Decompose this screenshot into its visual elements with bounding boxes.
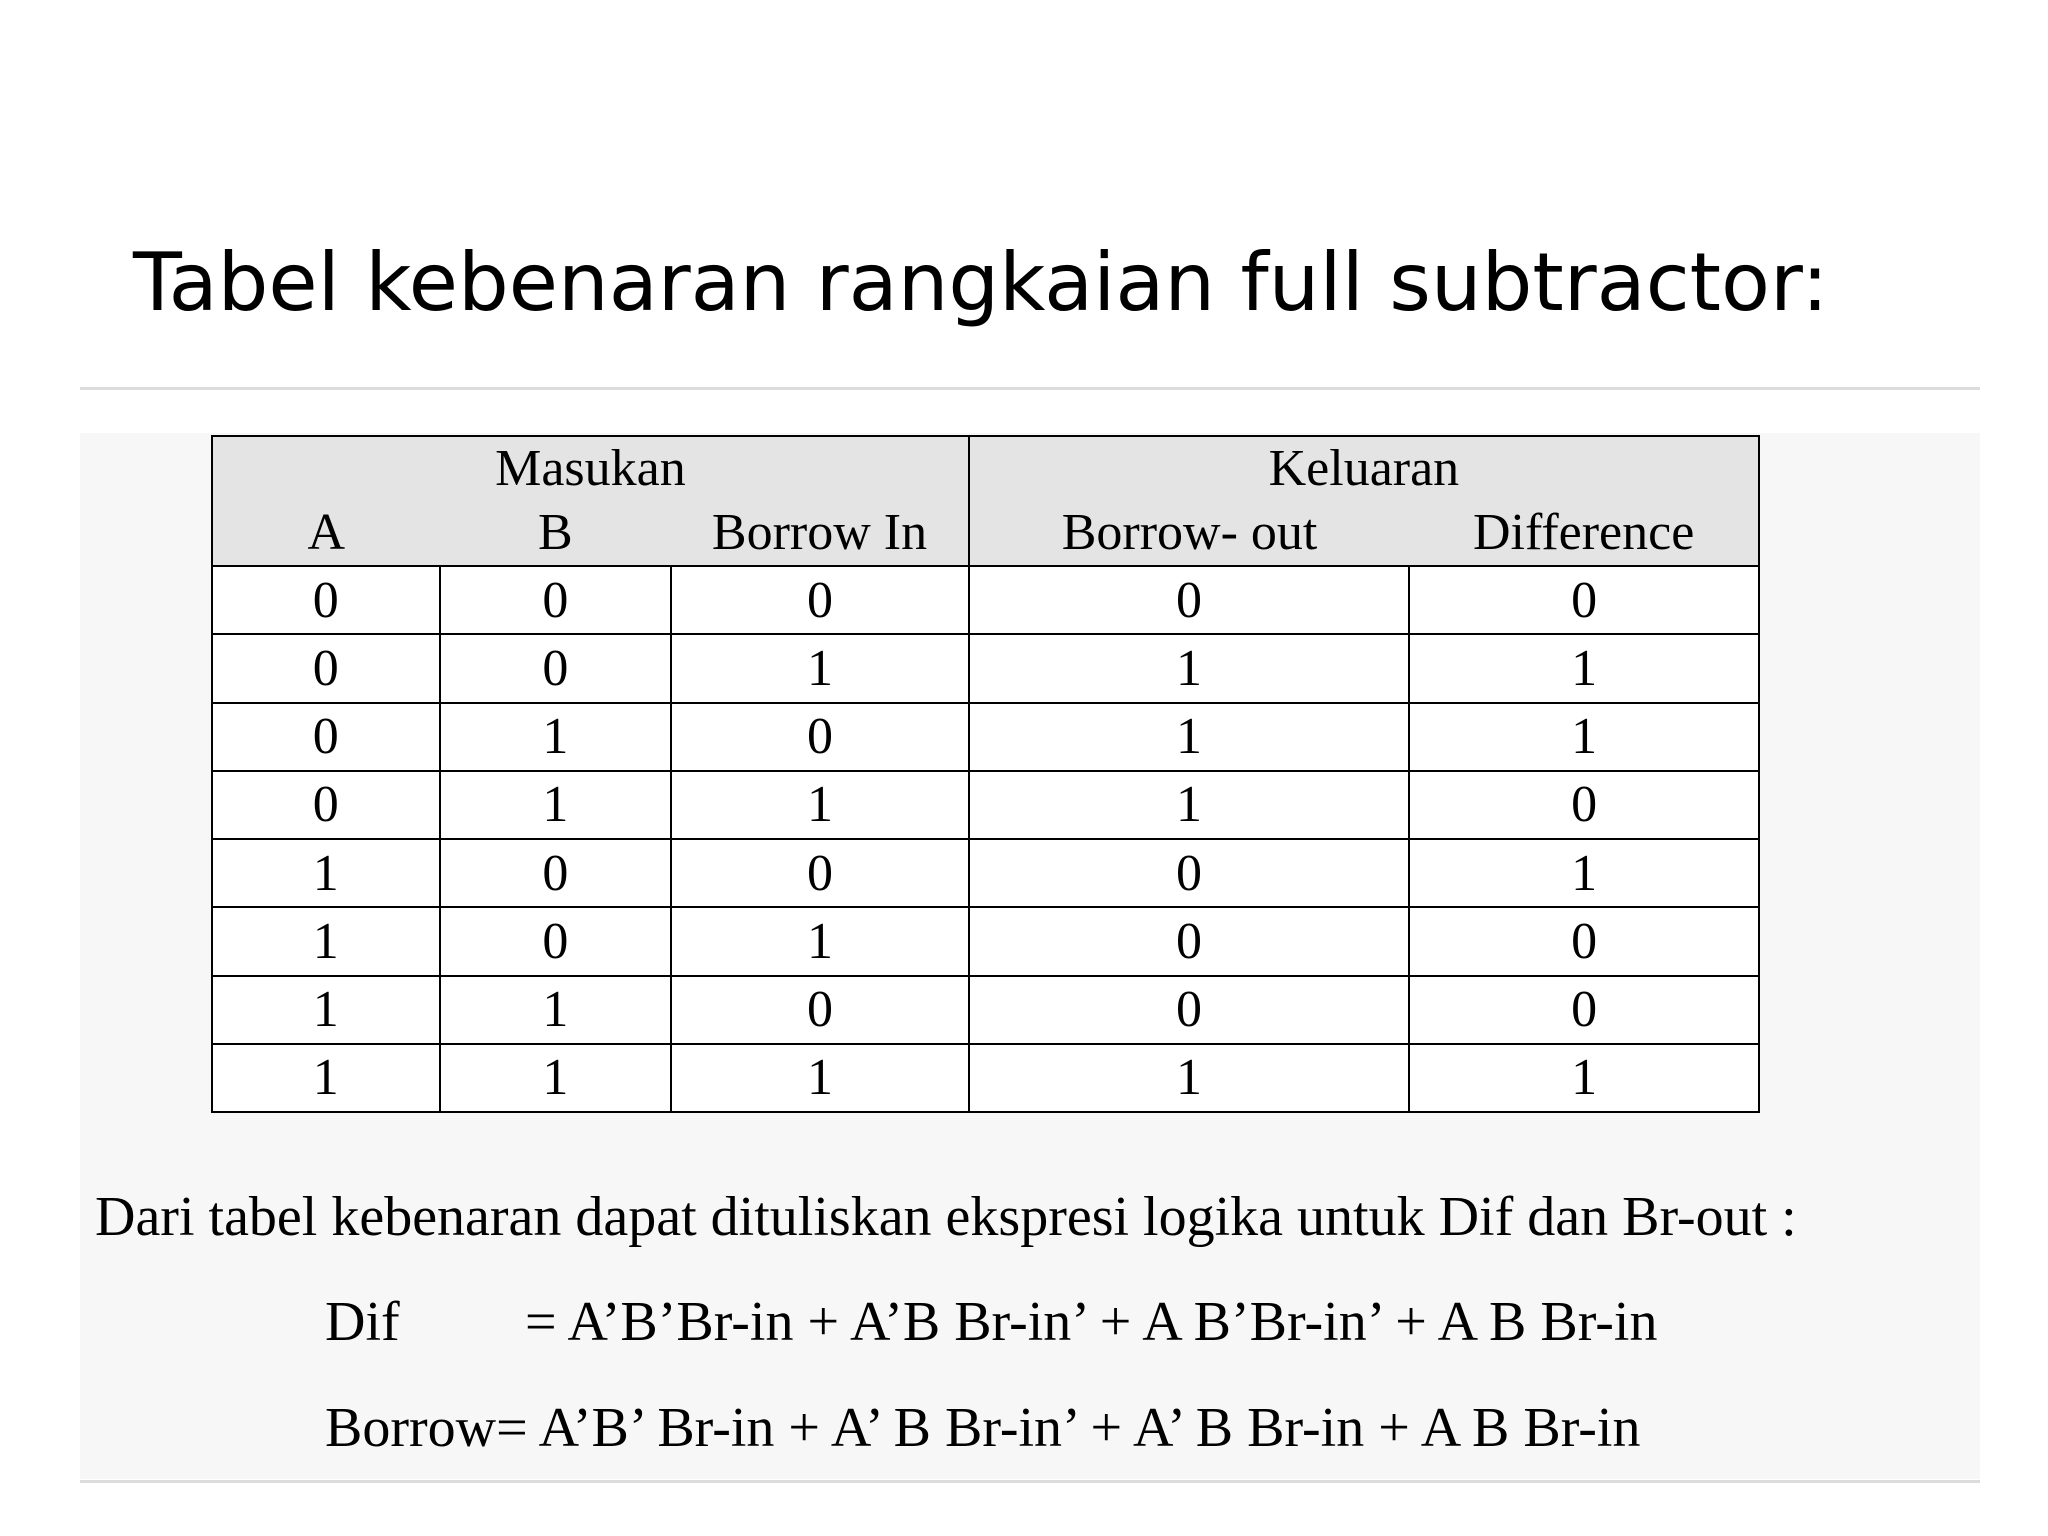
cell-difference: 1: [1409, 634, 1759, 702]
cell-b: 1: [440, 771, 672, 839]
group-header-outputs: Keluaran: [969, 436, 1759, 499]
cell-borrow-out: 1: [969, 1044, 1409, 1112]
group-header-inputs: Masukan: [212, 436, 969, 499]
cell-a: 1: [212, 907, 440, 975]
column-header-a: A: [212, 499, 440, 566]
equation-rhs: = A’B’ Br-in + A’ B Br-in’ + A’ B Br-in + A B Br-in: [496, 1397, 1641, 1459]
table-row: [212, 1044, 1759, 1112]
cell-b: 1: [440, 703, 672, 771]
table-row: [212, 771, 1759, 839]
cell-borrow-in: 1: [671, 634, 969, 702]
cell-borrow-in: 0: [671, 839, 969, 907]
cell-a: 1: [212, 976, 440, 1044]
column-header-borrow-out: Borrow- out: [969, 499, 1409, 566]
equation-rhs: = A’B’Br-in + A’B Br-in’ + A B’Br-in’ + A B Br-in: [525, 1291, 1658, 1353]
cell-b: 0: [440, 634, 672, 702]
table-row: [212, 634, 1759, 702]
column-header-difference: Difference: [1409, 499, 1759, 566]
cell-borrow-out: 0: [969, 566, 1409, 634]
column-header-row: [212, 499, 1759, 566]
cell-b: 1: [440, 1044, 672, 1112]
table-row: [212, 839, 1759, 907]
equation-borrow: [325, 1396, 1640, 1460]
group-header-row: [212, 436, 1759, 499]
cell-difference: 1: [1409, 703, 1759, 771]
column-header-b: B: [440, 499, 672, 566]
cell-difference: 0: [1409, 566, 1759, 634]
cell-difference: 0: [1409, 771, 1759, 839]
cell-a: 0: [212, 771, 440, 839]
equation-dif: [325, 1290, 1657, 1354]
cell-borrow-in: 0: [671, 703, 969, 771]
cell-borrow-in: 0: [671, 566, 969, 634]
cell-a: 0: [212, 703, 440, 771]
cell-borrow-out: 1: [969, 634, 1409, 702]
cell-a: 0: [212, 566, 440, 634]
cell-difference: 1: [1409, 1044, 1759, 1112]
cell-borrow-in: 1: [671, 1044, 969, 1112]
equation-lhs: Borrow: [325, 1397, 497, 1459]
cell-b: 1: [440, 976, 672, 1044]
cell-difference: 0: [1409, 976, 1759, 1044]
cell-borrow-in: 1: [671, 907, 969, 975]
bottom-divider: [80, 1480, 1980, 1483]
table-row: [212, 976, 1759, 1044]
table-row: [212, 566, 1759, 634]
cell-difference: 1: [1409, 839, 1759, 907]
title-divider: [80, 387, 1980, 390]
cell-borrow-out: 1: [969, 703, 1409, 771]
cell-a: 1: [212, 1044, 440, 1112]
cell-borrow-in: 1: [671, 771, 969, 839]
cell-borrow-out: 0: [969, 976, 1409, 1044]
cell-b: 0: [440, 566, 672, 634]
slide-title: Tabel kebenaran rangkaian full subtractor:: [133, 236, 1829, 329]
table-row: [212, 703, 1759, 771]
explanation-text: Dari tabel kebenaran dapat dituliskan ekspresi logika untuk Dif dan Br-out :: [95, 1186, 1797, 1248]
cell-b: 0: [440, 907, 672, 975]
cell-difference: 0: [1409, 907, 1759, 975]
cell-b: 0: [440, 839, 672, 907]
cell-borrow-out: 0: [969, 839, 1409, 907]
cell-borrow-in: 0: [671, 976, 969, 1044]
equation-lhs: Dif: [325, 1291, 400, 1353]
cell-borrow-out: 0: [969, 907, 1409, 975]
cell-a: 1: [212, 839, 440, 907]
truth-table: [211, 435, 1760, 1113]
cell-borrow-out: 1: [969, 771, 1409, 839]
column-header-borrow-in: Borrow In: [671, 499, 969, 566]
table-row: [212, 907, 1759, 975]
cell-a: 0: [212, 634, 440, 702]
